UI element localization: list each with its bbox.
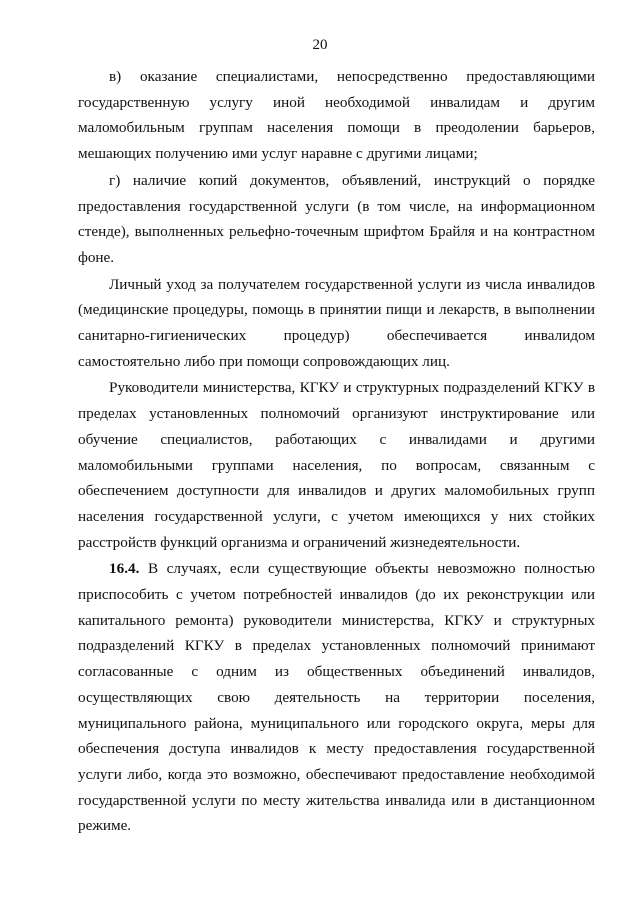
document-body bbox=[78, 64, 595, 840]
paragraph-section-16-4 bbox=[78, 556, 595, 839]
paragraph-personal-care: Личный уход за получателем государственной услуги из числа инвалидов (медицинские процедуры, помощь в принятии пищи и лекарств, в выполнении санитарно-гигиенических процедур) обеспечивается инвалидом самостоятельно либо при помощи сопровождающих лиц. bbox=[78, 275, 595, 370]
paragraph-training: Руководители министерства, КГКУ и структурных подразделений КГКУ в пределах установленных полномочий организуют инструктирование или обучение специалистов, работающих с инвалидами и другими маломобильными группами населения, по вопросам, связанным с обеспечением доступности для инвалидов и других маломобильных групп населения государственной услуги, с учетом имеющихся у них стойких расстройств функций организма и ограничений жизнедеятельности. bbox=[78, 379, 595, 551]
paragraph-item-v: в) оказание специалистами, непосредственно предоставляющими государственную услугу иной необходимой инвалидам и другим маломобильным группам населения помощи в преодолении барьеров, мешающих получению ими услуг наравне с другими лицами; bbox=[78, 68, 595, 163]
paragraph-item-g: г) наличие копий документов, объявлений, инструкций о порядке предоставления государственной услуги (в том числе, на информационном стенде), выполненных рельефно-точечным шрифтом Брайля и на контрастном фоне. bbox=[78, 171, 595, 266]
page-number: 20 bbox=[312, 37, 328, 53]
section-number: 16.4. bbox=[109, 560, 140, 578]
section-text: В случаях, если существующие объекты невозможно полностью приспособить с учетом потребностей инвалидов (до их реконструкции или капитального ремонта) руководители министерства, КГКУ и структурных подразделений КГКУ в пределах установленных полномочий принимают согласованные с одним из общественных объединений инвалидов, осуществляющих свою деятельность на территории поселения, муниципального района, муниципального или городского округа, меры для обеспечения доступа инвалидов к месту предоставления государственной услуги либо, когда это возможно, обеспечивают предоставление необходимой государственной услуги по месту жительства инвалида или в дистанционном режиме. bbox=[78, 560, 595, 835]
